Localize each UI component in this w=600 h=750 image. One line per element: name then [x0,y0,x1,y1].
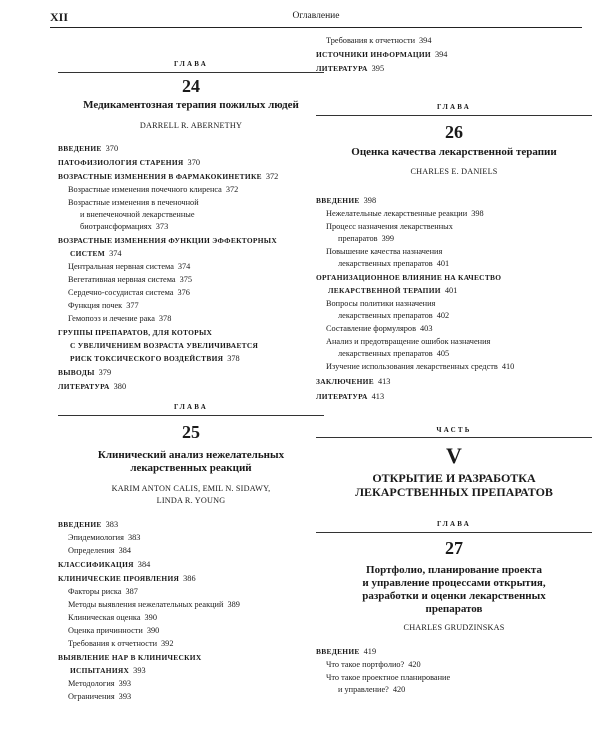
toc-entry-text: ОРГАНИЗАЦИОННОЕ ВЛИЯНИЕ НА КАЧЕСТВО [316,273,502,282]
toc-entry-text: Повышение качества назначения [326,247,443,256]
toc-entry[interactable] [68,638,173,649]
toc-entry-text: ВОЗРАСТНЫЕ ИЗМЕНЕНИЯ В ФАРМАКОКИНЕТИКЕ [58,172,262,181]
running-header [50,8,582,26]
chapter-25-authors-line2: LINDA R. YOUNG [156,496,226,505]
toc-entry-text: Возрастные изменения в печеночной [68,198,199,207]
toc-entry[interactable] [58,235,277,246]
toc-entry-page: 370 [105,144,119,153]
chapter-25-authors-line1: KARIM ANTON CALIS, EMIL N. SIDAWY, [111,484,271,493]
toc-entry-page: 410 [501,362,515,371]
toc-entry-text: ВЫВОДЫ [58,368,95,377]
toc-entry[interactable] [316,376,390,387]
toc-entry[interactable] [58,327,212,338]
toc-entry[interactable] [68,184,238,195]
toc-entry[interactable] [338,310,449,321]
toc-entry-text: ЛЕКАРСТВЕННОЙ ТЕРАПИИ [328,286,441,295]
toc-entry-text: препаратов [338,234,378,243]
toc-entry[interactable] [58,143,118,154]
toc-entry-text: ИСПЫТАНИЯХ [70,666,130,675]
toc-entry-page: 374 [109,249,122,258]
chapter-27-title-line2: и управление процессами открытия, [362,577,546,589]
toc-entry-page: 405 [436,349,450,358]
toc-entry[interactable] [68,545,131,556]
toc-entry-text: ЗАКЛЮЧЕНИЕ [316,377,374,386]
toc-entry-page: 398 [363,196,377,205]
toc-entry-text: ВВЕДЕНИЕ [316,647,360,656]
toc-entry-text: Что такое портфолио? [326,660,405,669]
toc-entry-text: Возрастные изменения почечного клиренса [68,185,222,194]
toc-entry-page: 403 [420,324,433,333]
toc-entry-page: 378 [158,314,172,323]
toc-entry[interactable] [58,157,200,168]
chapter-25-title-line2: лекарственных реакций [130,462,252,474]
toc-entry-text: СИСТЕМ [70,249,106,258]
toc-entry-text: Методология [68,679,115,688]
toc-entry-text: Вегетативная нервная система [68,275,176,284]
chapter-27-author: CHARLES GRUDZINSKAS [403,623,505,632]
toc-entry[interactable] [326,323,432,334]
toc-entry[interactable] [70,353,240,364]
chapter-27-kicker: ГЛАВА [437,520,471,528]
part-title-line1: ОТКРЫТИЕ И РАЗРАБОТКА [372,471,536,485]
toc-entry-page: 394 [434,50,448,59]
toc-entry-page: 373 [155,222,169,231]
toc-entry[interactable] [326,208,484,219]
toc-entry-text: Факторы риска [68,587,122,596]
toc-entry[interactable] [328,285,457,296]
toc-entry-text: Функция почек [68,301,123,310]
toc-entry[interactable] [58,652,201,663]
toc-entry[interactable] [68,586,138,597]
toc-entry-text: ВОЗРАСТНЫЕ ИЗМЕНЕНИЯ ФУНКЦИИ ЭФФЕКТОРНЫХ [58,236,277,245]
toc-entry-page: 390 [144,613,157,622]
toc-entry-text: Что такое проектное планирование [326,673,451,682]
toc-entry-page: 393 [118,679,132,688]
toc-entry[interactable] [326,221,453,232]
toc-entry[interactable] [68,691,131,702]
toc-entry[interactable] [316,195,376,206]
toc-entry-page: 401 [444,286,458,295]
toc-entry-page: 399 [381,234,395,243]
toc-entry-text: Гемопоэз и лечение рака [68,314,155,323]
chapter-27-number: 27 [445,538,463,558]
toc-entry[interactable] [68,300,139,311]
toc-entry-page: 419 [363,647,377,656]
toc-entry[interactable] [68,274,192,285]
toc-entry-text: Нежелательные лекарственные реакции [326,209,468,218]
toc-entry[interactable] [68,532,140,543]
toc-entry-text: Составление формуляров [326,324,417,333]
toc-entry-page: 389 [227,600,240,609]
toc-entry-text: ВВЕДЕНИЕ [58,144,102,153]
header-rule [50,27,582,28]
toc-entry-text: С УВЕЛИЧЕНИЕМ ВОЗРАСТА УВЕЛИЧИВАЕТСЯ [70,341,259,350]
toc-entry-text: лекарственных препаратов [338,349,433,358]
toc-entry-text: РИСК ТОКСИЧЕСКОГО ВОЗДЕЙСТВИЯ [70,354,224,363]
toc-entry-text: Определения [68,546,115,555]
toc-entry[interactable] [338,684,405,695]
toc-entry[interactable] [326,298,435,309]
chapter-25-number: 25 [182,422,200,442]
toc-entry[interactable] [316,272,501,283]
toc-entry-page: 420 [392,685,406,694]
toc-entry-text: Требования к отчетности [326,36,416,45]
chapter-26-number: 26 [445,122,463,142]
toc-entry-text: Вопросы политики назначения [326,299,436,308]
toc-entry[interactable] [316,63,384,74]
toc-entry-page: 376 [177,288,190,297]
toc-entry-text: лекарственных препаратов [338,259,433,268]
toc-entry-page: 392 [161,639,174,648]
toc-entry-text: Эпидемиология [68,533,124,542]
toc-entry-text: ИСТОЧНИКИ ИНФОРМАЦИИ [316,50,431,59]
toc-entry-text: Процесс назначения лекарственных [326,222,453,231]
toc-entry[interactable] [316,646,376,657]
toc-entry-page: 384 [137,560,151,569]
chapter-27-title-line4: препаратов [425,603,483,615]
toc-entry-page: 386 [183,574,196,583]
toc-entry-page: 383 [127,533,141,542]
toc-entry-page: 413 [377,377,391,386]
chapter-25-title-line1: Клинический анализ нежелательных [97,449,285,461]
chapter-26-rule [316,115,592,116]
toc-entry[interactable] [80,209,195,220]
toc-entry[interactable] [338,348,449,359]
toc-entry[interactable] [68,287,190,298]
toc-entry-page: 384 [118,546,132,555]
chapter-27-title-line1: Портфолио, планирование проекта [366,564,542,576]
toc-entry-text: Изучение использования лекарственных средств [326,362,498,371]
toc-entry-page: 398 [471,209,484,218]
toc-entry-page: 390 [146,626,160,635]
toc-entry-text: КЛИНИЧЕСКИЕ ПРОЯВЛЕНИЯ [58,574,180,583]
toc-entry[interactable] [58,573,196,584]
toc-entry-text: ЛИТЕРАТУРА [316,64,368,73]
toc-entry-text: Клиническая оценка [68,613,141,622]
toc-entry-text: ВВЕДЕНИЕ [58,520,102,529]
toc-entry[interactable] [326,336,490,347]
part-kicker: ЧАСТЬ [436,426,472,434]
toc-entry[interactable] [58,559,150,570]
toc-entry[interactable] [338,258,449,269]
chapter-25-rule [58,415,324,416]
chapter-26-author: CHARLES E. DANIELS [410,167,498,176]
toc-entry-text: Анализ и предотвращение ошибок назначения [326,337,491,346]
toc-entry-page: 372 [225,185,239,194]
toc-entry[interactable] [68,678,131,689]
part-number: V [446,443,462,468]
toc-entry-text: ПАТОФИЗИОЛОГИЯ СТАРЕНИЯ [58,158,184,167]
toc-entry[interactable] [80,221,168,232]
toc-entry[interactable] [326,246,442,257]
toc-entry-text: ВВЕДЕНИЕ [316,196,360,205]
chapter-24-author: DARRELL R. ABERNETHY [139,121,243,130]
toc-entry-text: Ограничения [68,692,115,701]
chapter-27-title-line3: разработки и оценки лекарственных [362,590,546,602]
chapter-24-number: 24 [182,76,200,96]
running-title: Оглавление [292,11,340,21]
toc-entry[interactable] [326,361,514,372]
toc-entry-page: 393 [133,666,146,675]
toc-entry-text: Оценка причинности [68,626,143,635]
toc-entry-page: 387 [125,587,138,596]
toc-entry[interactable] [58,519,118,530]
toc-entry-text: Центральная нервная система [68,262,174,271]
toc-entry-page: 378 [227,354,240,363]
toc-entry-page: 395 [371,64,385,73]
toc-entry-page: 402 [436,311,450,320]
page-number: XII [50,10,69,24]
toc-entry-page: 383 [105,520,119,529]
toc-entry-page: 394 [419,36,432,45]
toc-entry-page: 413 [371,392,385,401]
toc-entry[interactable] [70,665,146,676]
toc-entry-page: 375 [179,275,193,284]
toc-entry-text: Сердечно-сосудистая система [68,288,174,297]
toc-entry[interactable] [68,625,159,636]
toc-entry[interactable] [326,659,421,670]
toc-entry[interactable] [326,35,431,46]
toc-entry-page: 379 [98,368,112,377]
part-title-line2: ЛЕКАРСТВЕННЫХ ПРЕПАРАТОВ [355,485,553,499]
toc-entry[interactable] [316,49,447,60]
toc-entry-page: 374 [177,262,191,271]
toc-entry[interactable] [68,197,199,208]
toc-entry-text: ВЫЯВЛЕНИЕ НАР В КЛИНИЧЕСКИХ [58,653,202,662]
toc-entry[interactable] [68,599,240,610]
toc-entry[interactable] [68,612,157,623]
toc-entry[interactable] [326,672,450,683]
toc-entry[interactable] [316,391,384,402]
toc-entry-page: 401 [436,259,450,268]
toc-entry-page: 420 [408,660,421,669]
toc-entry[interactable] [58,171,278,182]
chapter-25-kicker: ГЛАВА [174,403,208,411]
chapter-26-title: Оценка качества лекарственной терапии [351,146,557,158]
toc-entry-text: ГРУППЫ ПРЕПАРАТОВ, ДЛЯ КОТОРЫХ [58,328,213,337]
toc-entry-text: и внепеченочной лекарственные [80,210,195,219]
toc-entry-page: 372 [265,172,279,181]
toc-entry-text: КЛАССИФИКАЦИЯ [58,560,134,569]
toc-entry-text: Требования к отчетности [68,639,158,648]
toc-entry-page: 380 [113,382,127,391]
toc-entry[interactable] [70,248,122,259]
toc-entry[interactable] [68,313,171,324]
toc-entry-text: биотрансформациях [80,222,152,231]
chapter-24-rule [58,72,324,73]
toc-entry-text: ЛИТЕРАТУРА [58,382,110,391]
toc-entry-page: 377 [126,301,139,310]
toc-entry[interactable] [58,381,126,392]
toc-entry[interactable] [70,340,258,351]
toc-entry-page: 393 [118,692,132,701]
chapter-24-title: Медикаментозная терапия пожилых людей [83,99,299,111]
toc-entry-text: Методы выявления нежелательных реакций [68,600,224,609]
part-rule [316,437,592,438]
toc-entry-text: лекарственных препаратов [338,311,433,320]
chapter-27-rule [316,532,592,533]
toc-entry-text: и управление? [338,685,389,694]
toc-entry-text: ЛИТЕРАТУРА [316,392,368,401]
chapter-24-kicker: ГЛАВА [174,60,208,68]
toc-entry[interactable] [68,261,190,272]
chapter-26-kicker: ГЛАВА [437,103,471,111]
toc-entry[interactable] [58,367,111,378]
toc-entry[interactable] [338,233,394,244]
toc-entry-page: 370 [187,158,200,167]
